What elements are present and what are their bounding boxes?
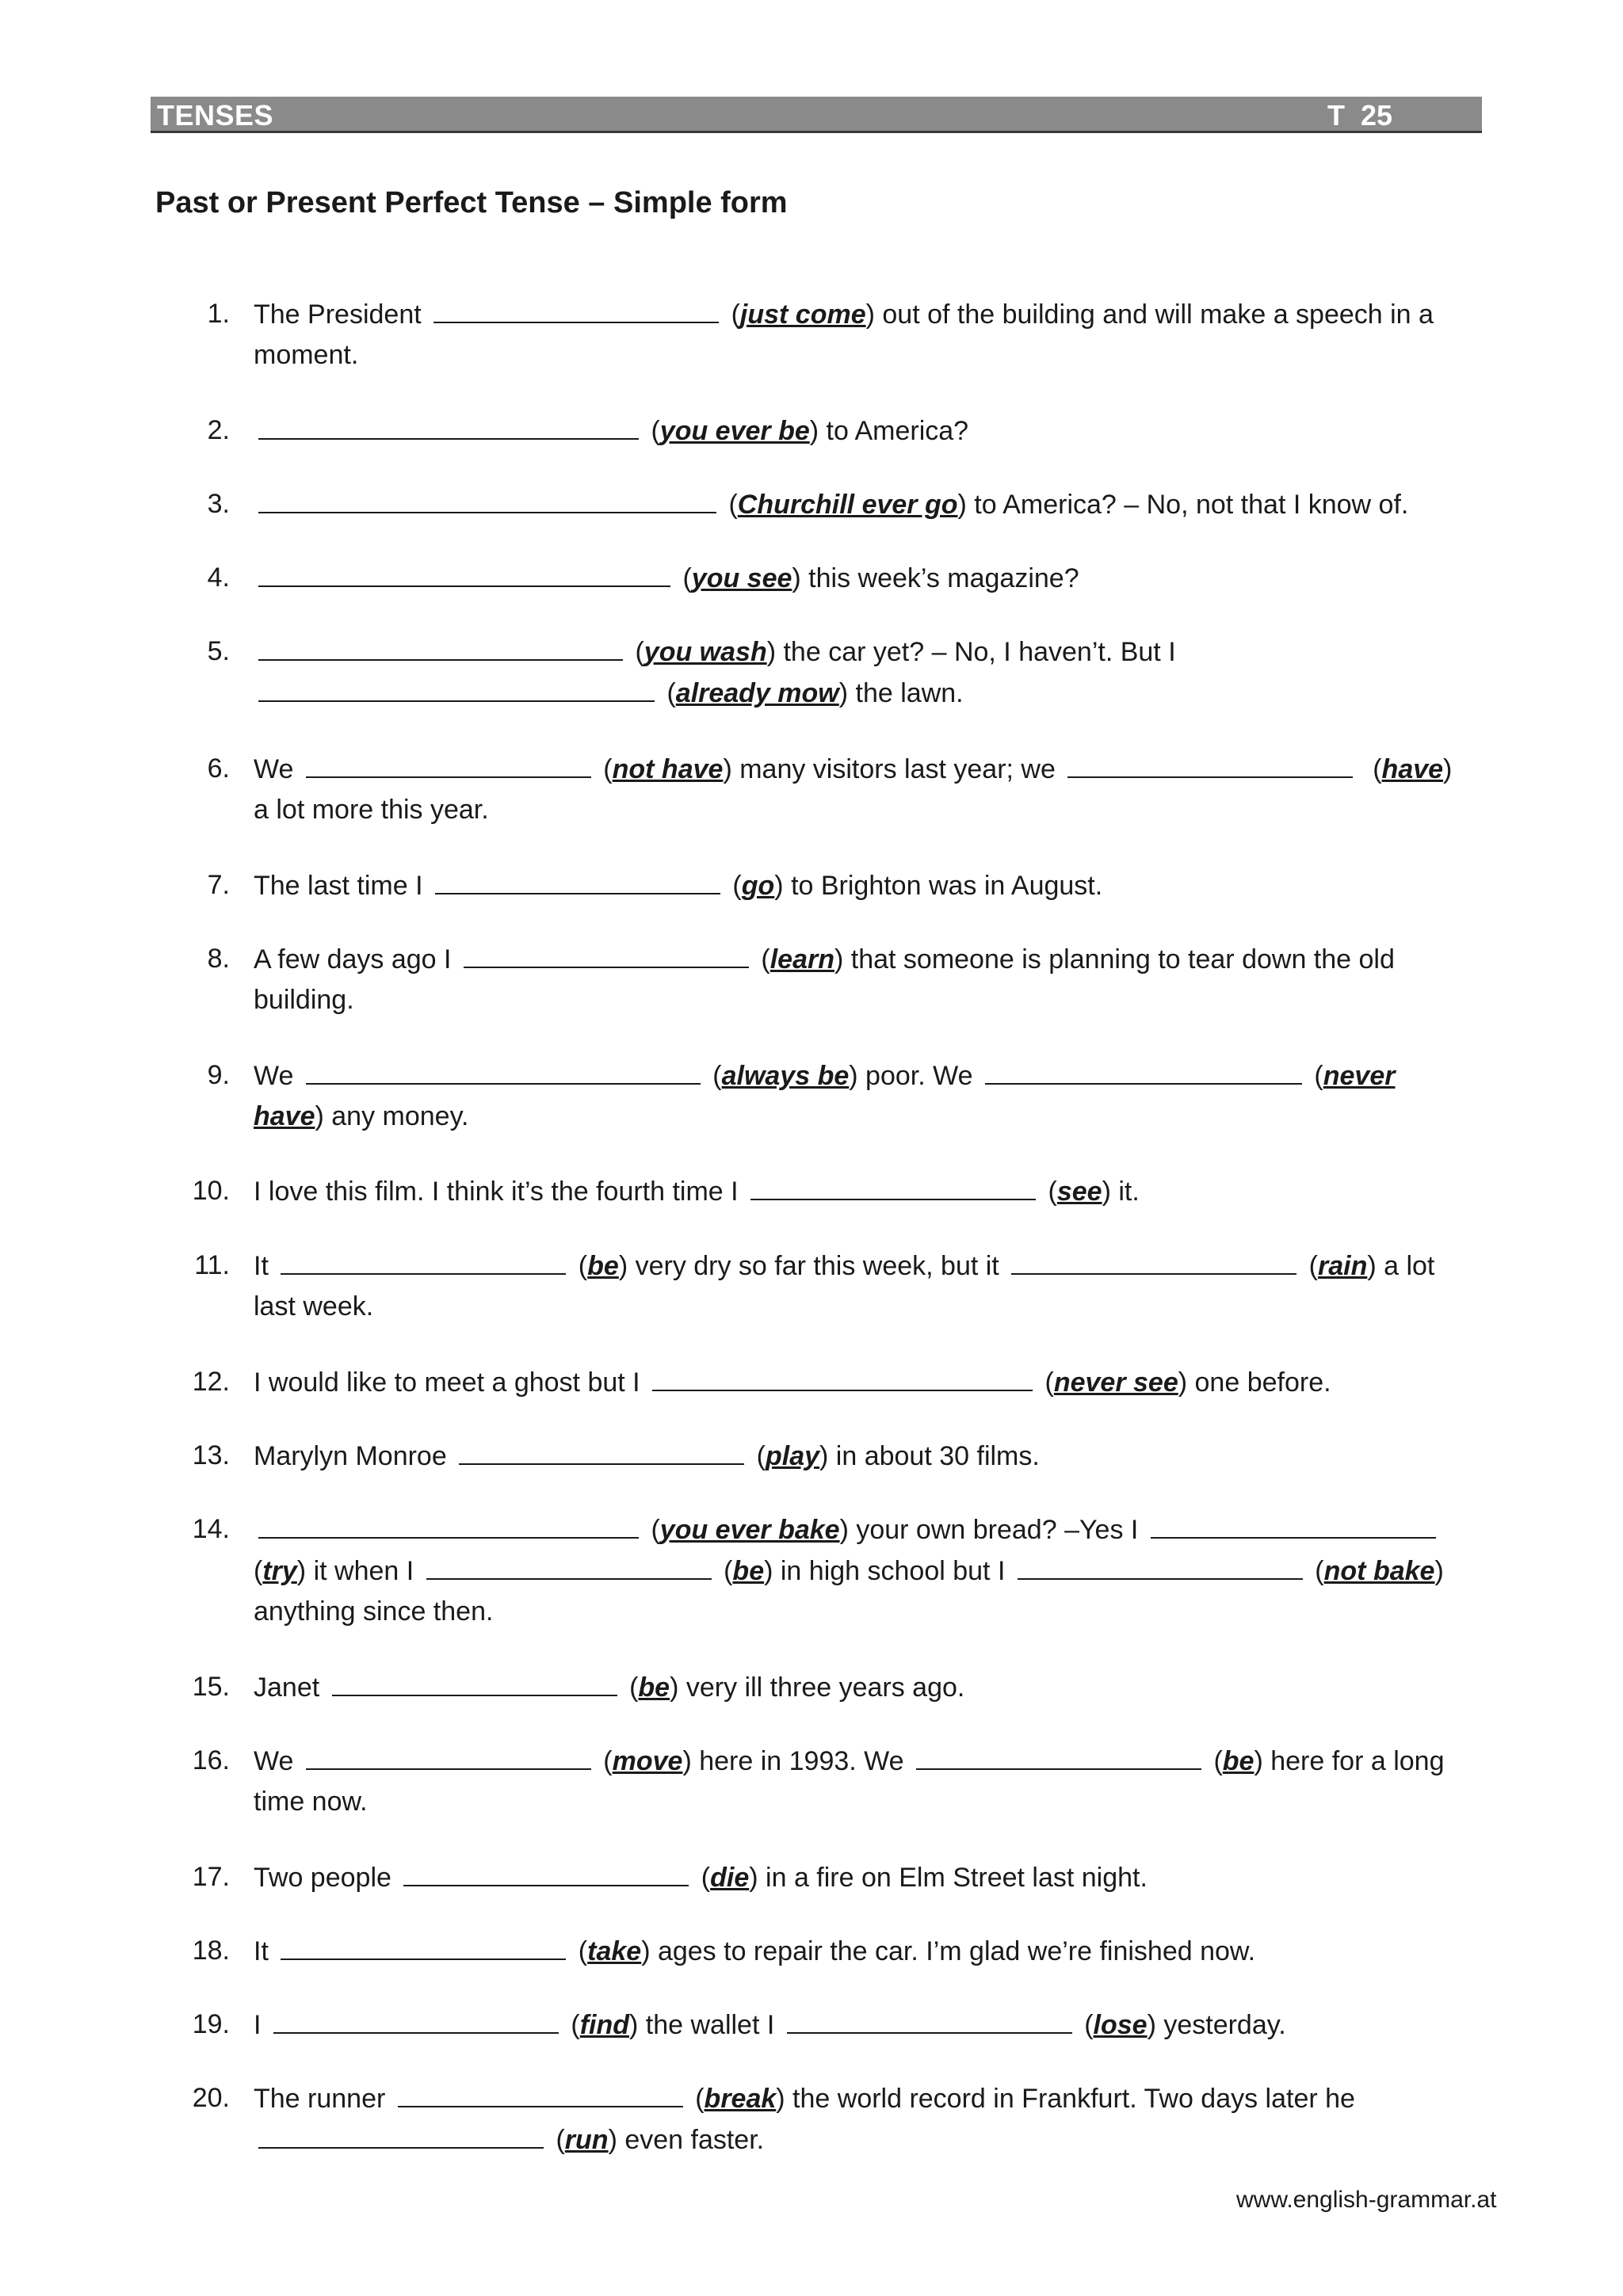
- answer-blank[interactable]: [1011, 1245, 1296, 1275]
- exercise-text: ) the world record in Frankfurt. Two days later he: [776, 2084, 1355, 2114]
- exercise-text: (: [687, 2084, 705, 2114]
- exercise-line: [254, 631, 1176, 672]
- exercise-text: (: [595, 1746, 613, 1776]
- exercise-number: 12.: [192, 1367, 230, 1397]
- exercise-text: (: [628, 637, 644, 667]
- exercise-text: We: [254, 1061, 301, 1091]
- exercise-text: Marylyn Monroe: [254, 1441, 455, 1471]
- exercise-text: ) ages to repair the car. I’m glad we’re finished now.: [641, 1936, 1256, 1966]
- verb-prompt: see: [1056, 1177, 1102, 1207]
- exercise-text: It: [254, 1936, 277, 1966]
- verb-prompt: be: [732, 1556, 765, 1586]
- verb-prompt: be: [638, 1672, 670, 1703]
- exercise-text: (: [563, 2010, 580, 2040]
- exercise-line: [254, 979, 354, 1020]
- exercise-text: (: [254, 1556, 263, 1586]
- answer-blank[interactable]: [258, 2119, 544, 2149]
- answer-blank[interactable]: [281, 1930, 566, 1960]
- exercise-text: It: [254, 1251, 277, 1281]
- exercise-number: 4.: [207, 563, 230, 593]
- exercise-text: (: [693, 1863, 711, 1893]
- exercise-text: Janet: [254, 1672, 327, 1703]
- exercise-line: [254, 1055, 1395, 1096]
- exercise-text: ) it.: [1102, 1177, 1140, 1207]
- exercise-text: I: [254, 2010, 269, 2040]
- exercise-line: [254, 1781, 368, 1822]
- exercise-text: ): [1434, 1556, 1444, 1586]
- verb-prompt: move: [612, 1746, 683, 1776]
- exercise-text: (: [548, 2125, 565, 2155]
- exercise-text: ) very dry so far this week, but it: [618, 1251, 1007, 1281]
- exercise-line: [254, 1666, 964, 1707]
- answer-blank[interactable]: [459, 1435, 744, 1465]
- answer-blank[interactable]: [258, 483, 716, 513]
- exercise-number: 7.: [207, 870, 230, 900]
- exercise-line: [254, 293, 1434, 334]
- answer-blank[interactable]: [258, 557, 670, 587]
- verb-prompt: try: [262, 1556, 297, 1586]
- exercise-line: [254, 1096, 469, 1137]
- verb-prompt: have: [254, 1101, 315, 1131]
- answer-blank[interactable]: [1067, 748, 1353, 778]
- verb-prompt: rain: [1317, 1251, 1368, 1281]
- exercise-text: (: [571, 1936, 588, 1966]
- exercise-text: ) that someone is planning to tear down the old: [834, 944, 1395, 974]
- verb-prompt: be: [1222, 1746, 1254, 1776]
- exercise-text: We: [254, 754, 301, 784]
- answer-blank[interactable]: [916, 1740, 1201, 1770]
- exercise-number: 15.: [192, 1672, 230, 1702]
- exercise-text: ) it when I: [296, 1556, 422, 1586]
- exercise-text: (: [705, 1061, 722, 1091]
- header-bar: [151, 97, 1482, 133]
- verb-prompt: take: [587, 1936, 642, 1966]
- exercise-number: 16.: [192, 1745, 230, 1775]
- exercise-line: [254, 1245, 1434, 1286]
- answer-blank[interactable]: [398, 2077, 683, 2107]
- exercise-text: The President: [254, 299, 430, 330]
- verb-prompt: you see: [691, 563, 792, 593]
- verb-prompt: just come: [739, 299, 866, 330]
- exercise-number: 2.: [207, 415, 230, 445]
- answer-blank[interactable]: [306, 1055, 701, 1085]
- exercise-text: ) a lot: [1367, 1251, 1435, 1281]
- answer-blank[interactable]: [985, 1055, 1302, 1085]
- exercise-line: [254, 1930, 1255, 1971]
- answer-blank[interactable]: [281, 1245, 566, 1275]
- exercise-text: ) out of the building and will make a speech in a: [865, 299, 1434, 330]
- verb-prompt: never: [1323, 1061, 1396, 1091]
- exercise-text: ) to America? – No, not that I know of.: [957, 490, 1409, 520]
- exercise-line: [254, 2119, 764, 2160]
- exercise-text: (: [1301, 1251, 1318, 1281]
- answer-blank[interactable]: [306, 1740, 591, 1770]
- exercise-number: 18.: [192, 1936, 230, 1966]
- exercise-text: ) in high school but I: [764, 1556, 1013, 1586]
- exercise-line: [254, 557, 1079, 598]
- exercise-text: ) any money.: [315, 1101, 469, 1131]
- footer-website: www.english-grammar.at: [1236, 2187, 1497, 2213]
- exercise-text: ) one before.: [1178, 1367, 1331, 1398]
- answer-blank[interactable]: [464, 938, 749, 968]
- exercise-text: (: [753, 944, 770, 974]
- answer-blank[interactable]: [273, 2004, 559, 2034]
- worksheet-title: Past or Present Perfect Tense – Simple form: [155, 186, 788, 219]
- exercise-text: (: [749, 1441, 766, 1471]
- verb-prompt: never see: [1053, 1367, 1178, 1398]
- answer-blank[interactable]: [433, 293, 719, 323]
- exercise-text: (: [659, 678, 676, 708]
- exercise-text: ) in a fire on Elm Street last night.: [749, 1863, 1148, 1893]
- verb-prompt: find: [579, 2010, 629, 2040]
- exercise-line: [254, 334, 358, 376]
- exercise-line: [254, 1361, 1331, 1402]
- exercise-line: [254, 1856, 1148, 1897]
- answer-blank[interactable]: [435, 864, 720, 894]
- verb-prompt: be: [587, 1251, 619, 1281]
- exercise-line: [254, 2077, 1355, 2119]
- exercise-text: time now.: [254, 1787, 368, 1817]
- verb-prompt: die: [710, 1863, 750, 1893]
- verb-prompt: break: [704, 2084, 777, 2114]
- exercise-line: [254, 748, 1452, 789]
- exercise-text: a lot more this year.: [254, 795, 489, 825]
- verb-prompt: already mow: [675, 678, 839, 708]
- exercise-text: The last time I: [254, 871, 430, 901]
- exercise-line: [254, 2004, 1286, 2045]
- exercise-number: 17.: [192, 1862, 230, 1892]
- exercise-text: moment.: [254, 340, 359, 370]
- exercise-number: 13.: [192, 1440, 230, 1470]
- exercise-line: [254, 864, 1102, 906]
- exercise-text: (: [1041, 1177, 1057, 1207]
- exercise-line: [254, 410, 968, 451]
- header-section-label: TENSES: [157, 99, 274, 132]
- exercise-line: [254, 483, 1408, 524]
- exercise-text: The runner: [254, 2084, 393, 2114]
- exercise-text: ) yesterday.: [1147, 2010, 1286, 2040]
- exercise-text: (: [621, 1672, 639, 1703]
- exercise-line: [254, 1740, 1445, 1781]
- exercise-number: 14.: [192, 1514, 230, 1544]
- exercise-line: [254, 938, 1395, 979]
- exercise-text: last week.: [254, 1291, 374, 1322]
- exercise-text: ) to America?: [809, 416, 969, 446]
- exercise-text: ) the wallet I: [629, 2010, 782, 2040]
- exercise-text: We: [254, 1746, 301, 1776]
- verb-prompt: you ever be: [659, 416, 810, 446]
- exercise-number: 3.: [207, 489, 230, 519]
- exercise-number: 20.: [192, 2083, 230, 2113]
- exercise-text: (: [724, 871, 742, 901]
- exercise-text: ) the car yet? – No, I haven’t. But I: [766, 637, 1176, 667]
- exercise-text: ) here for a long: [1254, 1746, 1445, 1776]
- verb-prompt: Churchill ever go: [737, 490, 958, 520]
- exercise-number: 6.: [207, 753, 230, 784]
- verb-prompt: play: [765, 1441, 820, 1471]
- verb-prompt: always be: [721, 1061, 850, 1091]
- exercise-text: (: [1358, 754, 1382, 784]
- verb-prompt: run: [564, 2125, 609, 2155]
- exercise-text: (: [595, 754, 613, 784]
- answer-blank[interactable]: [1151, 1508, 1436, 1539]
- exercise-text: ) the lawn.: [838, 678, 964, 708]
- exercise-line: [254, 1591, 493, 1632]
- answer-blank[interactable]: [258, 631, 623, 661]
- exercise-text: (: [1076, 2010, 1094, 2040]
- verb-prompt: go: [741, 871, 775, 901]
- verb-prompt: you ever bake: [659, 1515, 840, 1545]
- verb-prompt: lose: [1093, 2010, 1148, 2040]
- exercise-line: [254, 1286, 373, 1327]
- exercise-text: A few days ago I: [254, 944, 459, 974]
- answer-blank[interactable]: [306, 748, 591, 778]
- answer-blank[interactable]: [750, 1170, 1036, 1200]
- verb-prompt: have: [1381, 754, 1444, 784]
- exercise-text: anything since then.: [254, 1596, 494, 1627]
- exercise-number: 10.: [192, 1176, 230, 1206]
- exercise-text: (: [643, 1515, 660, 1545]
- exercise-text: (: [1306, 1061, 1323, 1091]
- exercise-number: 1.: [207, 299, 230, 329]
- exercise-text: (: [1037, 1367, 1054, 1398]
- exercise-text: ) to Brighton was in August.: [774, 871, 1103, 901]
- answer-blank[interactable]: [426, 1550, 712, 1580]
- exercise-text: (: [721, 490, 738, 520]
- answer-blank[interactable]: [787, 2004, 1072, 2034]
- exercise-text: ) poor. We: [849, 1061, 980, 1091]
- exercise-text: ) here in 1993. We: [682, 1746, 911, 1776]
- exercise-text: ) this week’s magazine?: [792, 563, 1079, 593]
- answer-blank[interactable]: [258, 672, 655, 702]
- exercise-number: 19.: [192, 2009, 230, 2039]
- exercise-text: Two people: [254, 1863, 399, 1893]
- exercise-text: (: [571, 1251, 588, 1281]
- answer-blank[interactable]: [652, 1361, 1033, 1391]
- verb-prompt: not bake: [1323, 1556, 1435, 1586]
- answer-blank[interactable]: [403, 1856, 689, 1886]
- exercise-text: ) your own bread? –Yes I: [839, 1515, 1146, 1545]
- answer-blank[interactable]: [258, 1508, 639, 1539]
- exercise-line: [254, 1435, 1040, 1476]
- exercise-text: (: [1307, 1556, 1324, 1586]
- exercise-number: 11.: [194, 1250, 230, 1280]
- exercise-number: 8.: [207, 944, 230, 974]
- exercise-text: ) very ill three years ago.: [670, 1672, 965, 1703]
- exercise-line: [254, 1170, 1140, 1211]
- exercise-text: (: [1206, 1746, 1223, 1776]
- exercise-text: (: [675, 563, 692, 593]
- verb-prompt: learn: [769, 944, 834, 974]
- exercise-line: [254, 1508, 1441, 1550]
- exercise-text: building.: [254, 985, 354, 1015]
- exercise-text: (: [716, 1556, 733, 1586]
- exercise-text: (: [643, 416, 660, 446]
- exercise-text: (: [724, 299, 740, 330]
- exercise-text: ) even faster.: [608, 2125, 765, 2155]
- exercise-number: 9.: [207, 1060, 230, 1090]
- answer-blank[interactable]: [332, 1666, 617, 1696]
- exercise-line: [254, 789, 489, 830]
- exercise-text: ) many visitors last year; we: [723, 754, 1064, 784]
- verb-prompt: you wash: [643, 637, 767, 667]
- verb-prompt: not have: [612, 754, 724, 784]
- exercise-text: ): [1443, 754, 1453, 784]
- exercise-text: I would like to meet a ghost but I: [254, 1367, 648, 1398]
- answer-blank[interactable]: [1018, 1550, 1303, 1580]
- exercise-text: I love this film. I think it’s the fourth time I: [254, 1177, 747, 1207]
- header-page-code: T 25: [1327, 99, 1393, 132]
- exercise-line: [254, 672, 964, 713]
- exercise-line: [254, 1550, 1444, 1591]
- exercise-text: ) in about 30 films.: [819, 1441, 1040, 1471]
- exercise-number: 5.: [207, 636, 230, 666]
- answer-blank[interactable]: [258, 410, 639, 440]
